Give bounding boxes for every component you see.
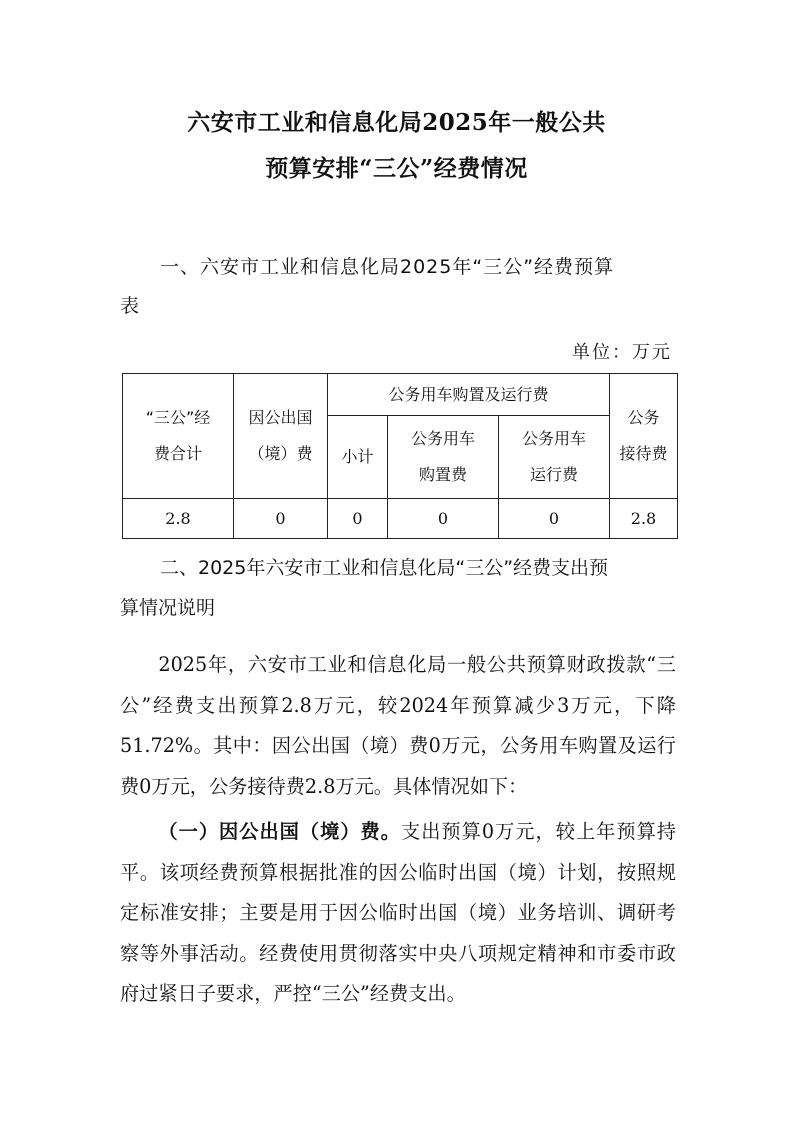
value-subtotal: 0 <box>328 499 388 539</box>
value-vehicle-purchase: 0 <box>388 499 499 539</box>
header-abroad: 因公出国 （境）费 <box>234 374 328 499</box>
budget-table <box>122 373 678 539</box>
paragraph-abroad-expense <box>120 812 676 1015</box>
value-vehicle-operation: 0 <box>499 499 610 539</box>
paragraph-summary: 2025年，六安市工业和信息化局一般公共预算财政拨款“三公”经费支出预算2.8万元，较2024年预算减少3万元，下降51.72%。其中：因公出国（境）费0万元，公务用车购置及运行费0万元，公务接待费2.8万元。具体情况如下： <box>120 653 676 798</box>
header-vehicle-purchase: 公务用车 购置费 <box>388 416 499 499</box>
document-title-line2: 预算安排“三公”经费情况 <box>265 155 528 182</box>
paragraph-abroad-body: 支出预算0万元，较上年预算持平。该项经费预算根据批准的因公临时出国（境）计划，按照规定标准安排；主要是用于因公临时出国（境）业务培训、调研考察等外事活动。经费使用贯彻落实中央八项规定精神和市委市政府过紧日子要求，严控“三公”经费支出。 <box>120 820 676 1005</box>
document-title-line1: 六安市工业和信息化局2025年一般公共 <box>187 109 606 136</box>
value-abroad: 0 <box>234 499 328 539</box>
header-vehicle-group: 公务用车购置及运行费 <box>328 374 610 416</box>
section2-heading: 二、2025年六安市工业和信息化局“三公”经费支出预 <box>160 557 609 579</box>
header-reception: 公务 接待费 <box>610 374 678 499</box>
header-total: “三公”经 费合计 <box>123 374 234 499</box>
unit-label: 单位：万元 <box>572 342 672 363</box>
value-total: 2.8 <box>123 499 234 539</box>
section1-heading-continued: 表 <box>120 295 140 317</box>
header-subtotal: 小计 <box>328 416 388 499</box>
header-vehicle-operation: 公务用车 运行费 <box>499 416 610 499</box>
paragraph-abroad-lead: （一）因公出国（境）费。 <box>158 820 401 843</box>
value-reception: 2.8 <box>610 499 678 539</box>
section2-heading-continued: 算情况说明 <box>120 597 216 619</box>
section1-heading: 一、六安市工业和信息化局2025年“三公”经费预算 <box>160 256 615 278</box>
